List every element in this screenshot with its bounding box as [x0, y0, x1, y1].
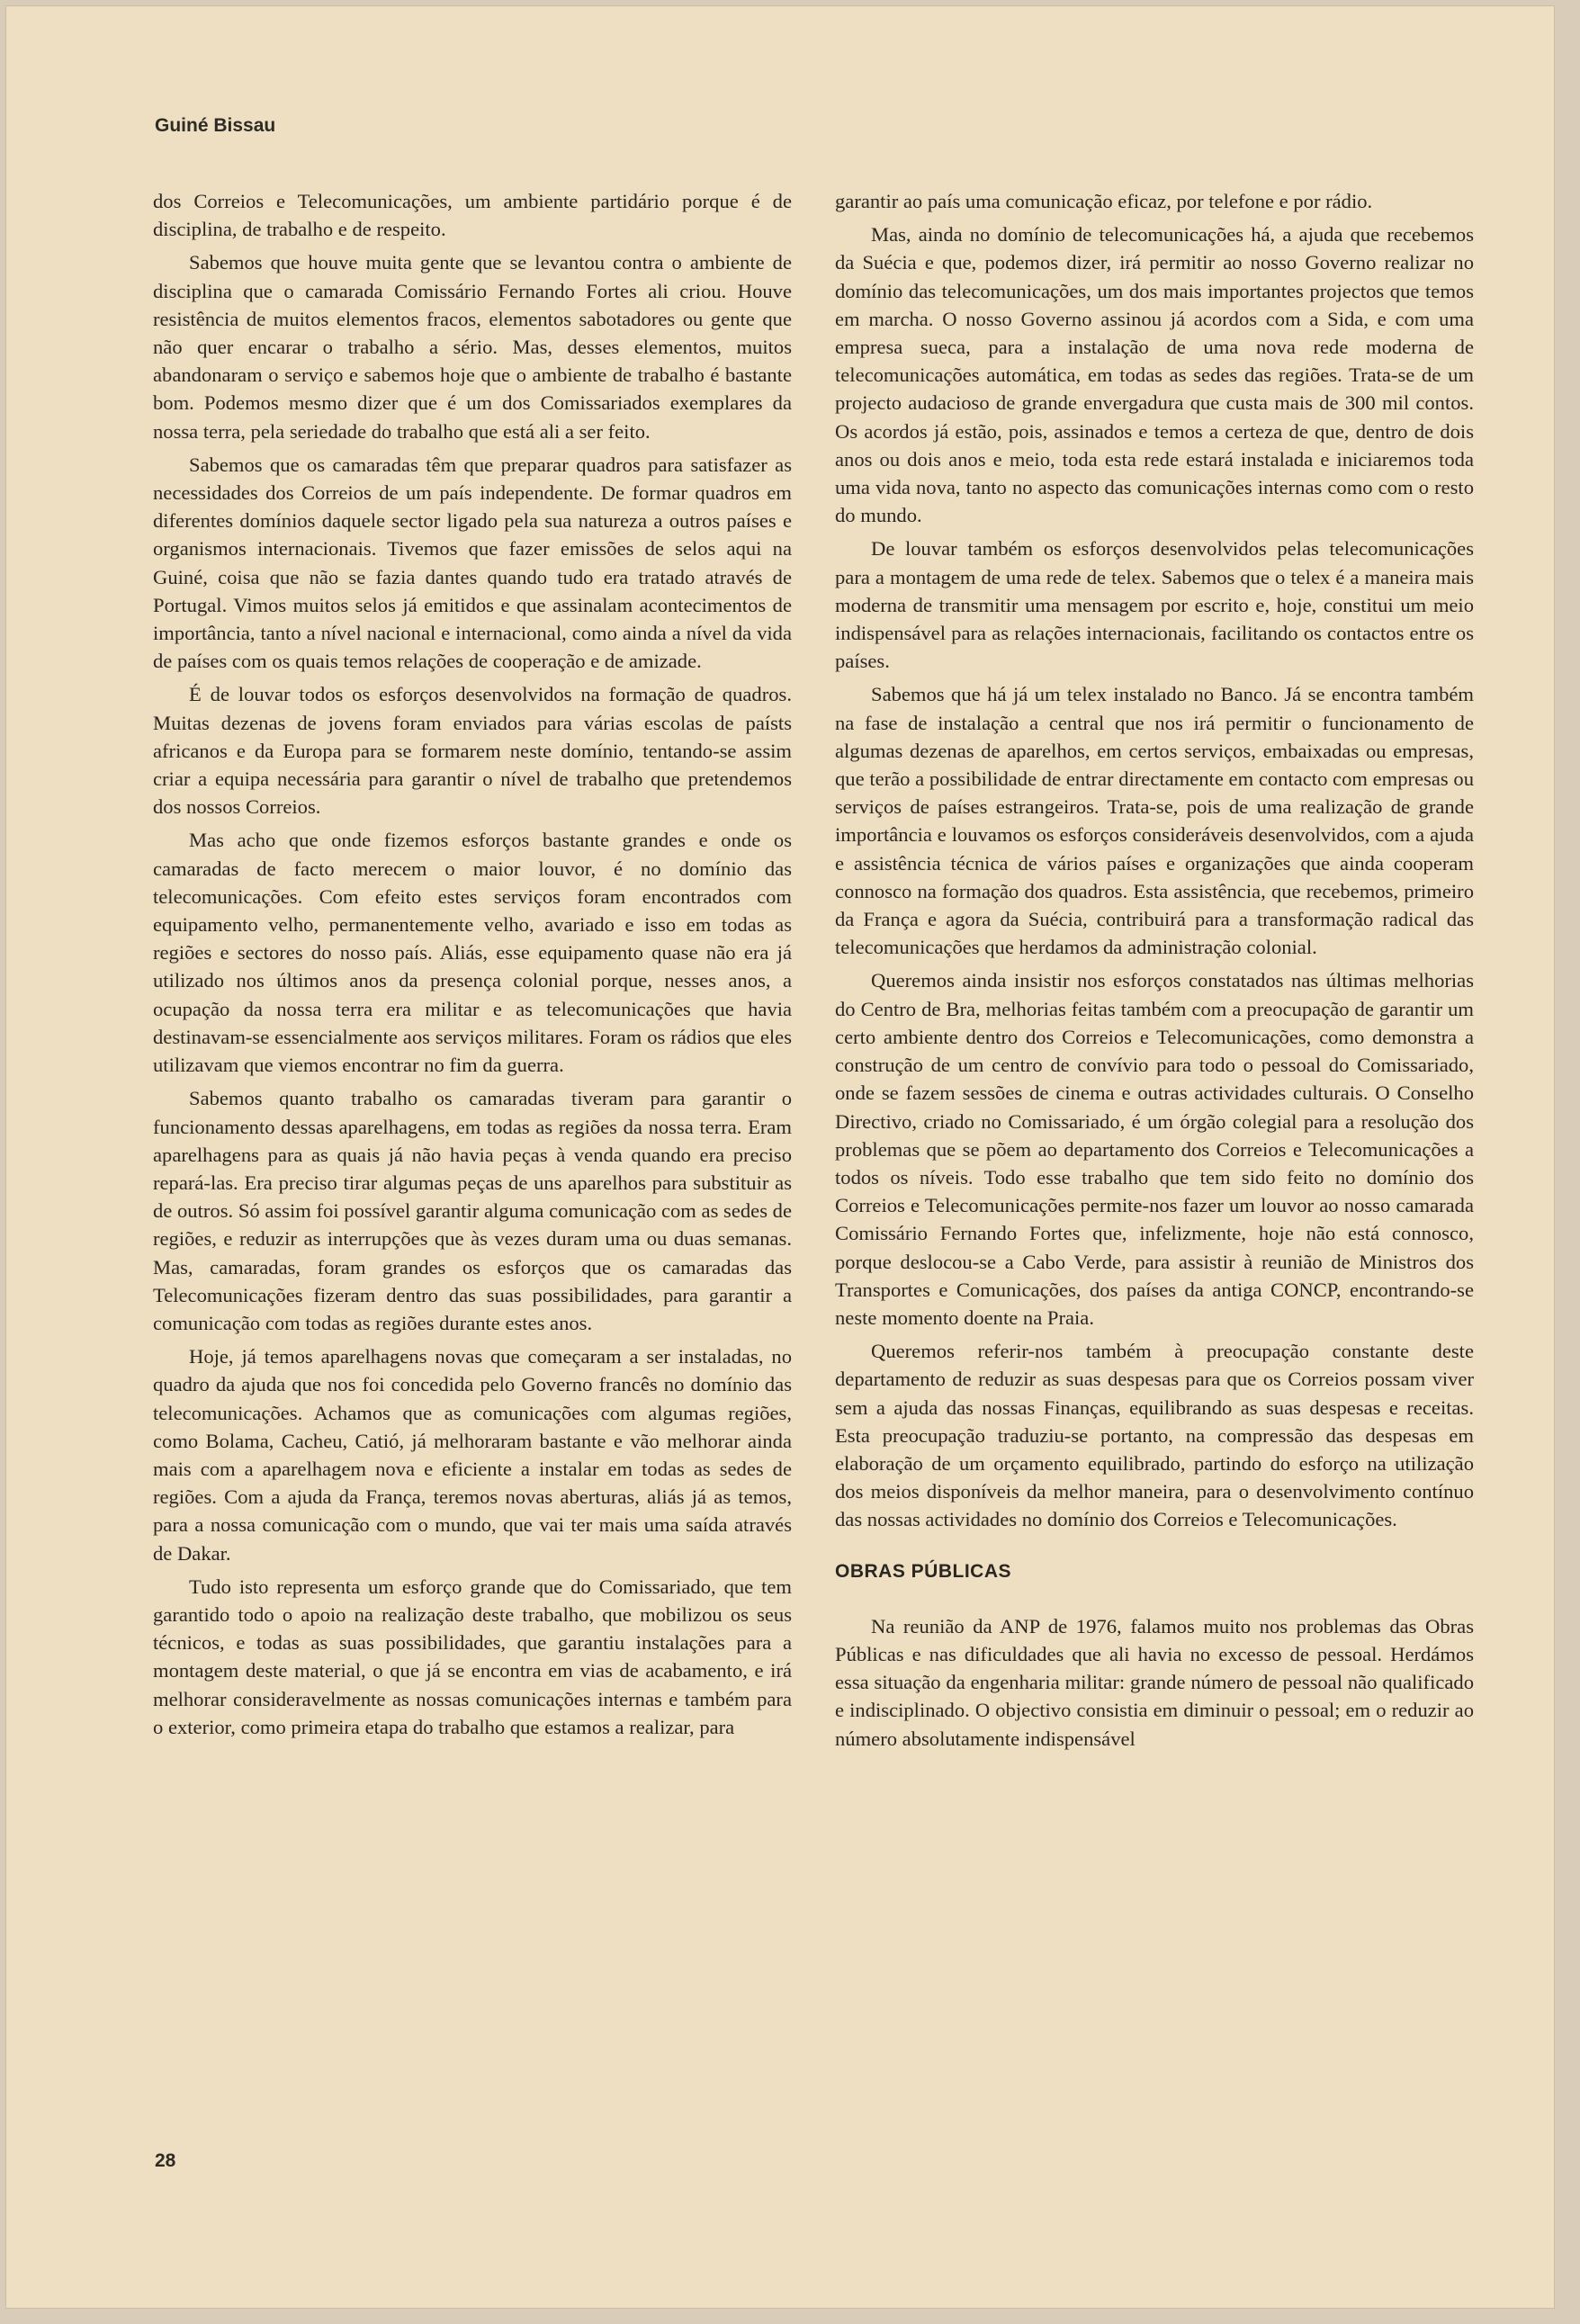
running-header: Guiné Bissau — [155, 115, 276, 136]
paragraph: Sabemos que houve muita gente que se levantou contra o ambiente de disciplina que o camarada Comissário Fernando Fortes ali criou. Houve resistência de muitos elementos fracos, elementos sabotadores ou gente que não quer encarar o trabalho a sério. Mas, desses elementos, muitos abandonaram o serviço e sabemos hoje que o ambiente de trabalho é bastante bom. Podemos mesmo dizer que é um dos Comissariados exemplares da nossa terra, pela seriedade do trabalho que está ali a ser feito. — [153, 251, 792, 443]
paragraph: Mas acho que onde fizemos esforços bastante grandes e onde os camaradas de facto merecem o maior louvor, é no domínio das telecomunicações. Com efeito estes serviços foram encontrados com equipamento velho, permanentemente velho, avariado e isso em todas as regiões e sectores do nosso país. Aliás, esse equipamento quase não era já utilizado nos últimos anos da presença colonial porque, nesses anos, a ocupação da nossa terra era militar e as telecomunicações que havia destinavam-se essencialmente aos serviços militares. Foram os rádios que eles utilizavam que viemos encontrar no fim da guerra. — [153, 829, 792, 1077]
left-column — [153, 187, 792, 1746]
paragraph: Na reunião da ANP de 1976, falamos muito nos problemas das Obras Públicas e nas dificuldades que ali havia no excesso de pessoal. Herdámos essa situação da engenharia militar: grande número de pessoal não qualificado e indisciplinado. O objectivo consistia em diminuir o pessoal; em o reduzir ao número absolutamente indispensável — [835, 1614, 1474, 1750]
right-column — [835, 187, 1474, 1758]
paragraph: dos Correios e Telecomunicações, um ambiente partidário porque é de disciplina, de trabalho e de respeito. — [153, 190, 792, 241]
paragraph: Sabemos quanto trabalho os camaradas tiveram para garantir o funcionamento dessas aparelhagens, em todas as regiões da nossa terra. Eram aparelhagens para as quais já não havia peças à venda quando era preciso repará-las. Era preciso tirar algumas peças de uns aparelhos para substituir as de outros. Só assim foi possível garantir alguma comunicação com as sedes de regiões, e reduzir as interrupções que às vezes duram uma ou duas semanas. Mas, camaradas, foram grandes os esforços que os camaradas das Telecomunicações fizeram dentro das suas possibilidades, para garantir a comunicação com todas as regiões durante estes anos. — [153, 1087, 792, 1334]
paragraph: Tudo isto representa um esforço grande que do Comissariado, que tem garantido todo o apoio na realização deste trabalho, que mobilizou os seus técnicos, e todas as suas possibilidades, que garantiu instalações para a montagem deste material, o que já se encontra em vias de acabamento, e irá melhorar consideravelmente as nossas comunicações internas e também para o exterior, como primeira etapa do trabalho que estamos a realizar, para — [153, 1575, 792, 1738]
section-heading: OBRAS PÚBLICAS — [835, 1560, 1012, 1582]
page-number: 28 — [155, 2150, 176, 2171]
paragraph: Queremos referir-nos também à preocupação constante deste departamento de reduzir as suas despesas para que os Correios possam viver sem a ajuda das nossas Finanças, equilibrando as suas despesas e receitas. Esta preocupação traduziu-se portanto, na compressão das despesas em elaboração de um orçamento equilibrado, partindo do esforço na utilização dos meios disponíveis da melhor maneira, para o desenvolvimento contínuo das nossas actividades no domínio dos Correios e Telecomunicações. — [835, 1340, 1474, 1531]
paragraph: garantir ao país uma comunicação eficaz, por telefone e por rádio. — [835, 190, 1373, 212]
paragraph: Mas, ainda no domínio de telecomunicações há, a ajuda que recebemos da Suécia e que, podemos dizer, irá permitir ao nosso Governo realizar no domínio das telecomunicações, um dos mais importantes projectos que temos em marcha. O nosso Governo assinou já acordos com a Sida, e com uma empresa sueca, para a instalação de uma nova rede moderna de telecomunicações automática, em todas as sedes das regiões. Trata-se de um projecto audacioso de grande envergadura que custa mais de 300 mil contos. Os acordos já estão, pois, assinados e temos a certeza de que, dentro de dois anos ou dois anos e meio, toda esta rede estará instalada e iniciaremos toda uma vida nova, tanto no aspecto das comunicações internas como com o resto do mundo. — [835, 223, 1474, 527]
paragraph: De louvar também os esforços desenvolvidos pelas telecomunicações para a montagem de uma rede de telex. Sabemos que o telex é a maneira mais moderna de transmitir uma mensagem por escrito e, hoje, constitui um meio indispensável para as relações internacionais, facilitando os contactos entre os países. — [835, 537, 1474, 673]
paragraph: Sabemos que os camaradas têm que preparar quadros para satisfazer as necessidades dos Correios de um país independente. De formar quadros em diferentes domínios daquele sector ligado pela sua natureza a outros países e organismos internacionais. Tivemos que fazer emissões de selos aqui na Guiné, coisa que não se fazia dantes quando tudo era tratado através de Portugal. Vimos muitos selos já emitidos e que assinalam acontecimentos de importância, tanto a nível nacional e internacional, como ainda a nível da vida de países com os quais temos relações de cooperação e de amizade. — [153, 453, 792, 673]
paragraph: É de louvar todos os esforços desenvolvidos na formação de quadros. Muitas dezenas de jovens foram enviados para várias escolas de paísts africanos e da Europa para se formarem neste domínio, tentando-se assim criar a equipa necessária para garantir o nível de trabalho que pretendemos dos nossos Correios. — [153, 683, 792, 819]
paragraph: Sabemos que há já um telex instalado no Banco. Já se encontra também na fase de instalação a central que nos irá permitir o funcionamento de algumas dezenas de aparelhos, em certos serviços, embaixadas ou empresas, que terão a possibilidade de entrar directamente em contacto com empresas ou serviços de países estrangeiros. Trata-se, pois de uma realização de grande importância e louvamos os esforços consideráveis desenvolvidos, com a ajuda e assistência técnica de vários países e organizações que ainda cooperam connosco na formação dos quadros. Esta assistência, que recebemos, primeiro da França e agora da Suécia, contribuirá para a transformação radical das telecomunicações que herdamos da administração colonial. — [835, 683, 1474, 959]
paragraph: Queremos ainda insistir nos esforços constatados nas últimas melhorias do Centro de Bra, melhorias feitas também com a preocupação de garantir um certo ambiente dentro dos Correios e Telecomunicações, como demonstra a construção de um centro de convívio para todo o pessoal do Comissariado, onde se fazem sessões de cinema e outras actividades culturais. O Conselho Directivo, criado no Comissariado, é um órgão colegial para a resolução dos problemas que se põem ao departamento dos Correios e Telecomunicações a todos os níveis. Todo esse trabalho que tem sido feito no domínio dos Correios e Telecomunicações permite-nos fazer um louvor ao nosso camarada Comissário Fernando Fortes que, infelizmente, hoje não está connosco, porque deslocou-se a Cabo Verde, para assistir à reunião de Ministros dos Transportes e Comunicações, dos países da antiga CONCP, encontrando-se neste momento doente na Praia. — [835, 969, 1474, 1329]
document-page — [5, 5, 1555, 2309]
paragraph: Hoje, já temos aparelhagens novas que começaram a ser instaladas, no quadro da ajuda que nos foi concedida pelo Governo francês no domínio das telecomunicações. Achamos que as comunicações com algumas regiões, como Bolama, Cacheu, Catió, já melhoraram bastante e vão melhorar ainda mais com a aparelhagem nova e eficiente a instalar em todas as sedes de regiões. Com a ajuda da França, teremos novas aberturas, aliás já as temos, para a nossa comunicação com o mundo, que vai ter mais uma saída através de Dakar. — [153, 1345, 792, 1565]
